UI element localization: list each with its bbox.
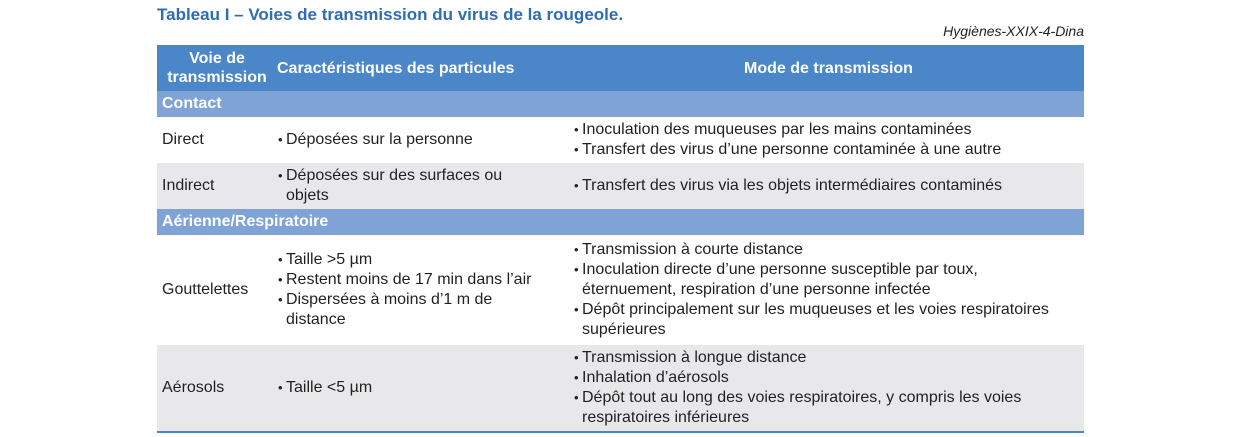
particles-cell bbox=[277, 163, 573, 209]
table-row bbox=[157, 235, 1084, 345]
list-item: • Transfert des virus d’une personne contaminée à une autre bbox=[573, 140, 1084, 160]
header-mode: Mode de transmission bbox=[573, 45, 1084, 91]
category-cell: Gouttelettes bbox=[157, 235, 277, 345]
table-row bbox=[157, 117, 1084, 163]
list-item: • Inoculation directe d’une personne susceptible par toux, éternuement, respiration d’une personne infectée bbox=[573, 260, 1054, 300]
table-title: Tableau I – Voies de transmission du virus de la rougeole. bbox=[157, 5, 624, 24]
list-item: • Inoculation des muqueuses par les mains contaminées bbox=[573, 120, 1084, 140]
list-item: • Transmission à courte distance bbox=[573, 240, 1054, 260]
header-particules: Caractéristiques des particules bbox=[277, 45, 573, 91]
list-item: • Dispersées à moins d’1 m de distance bbox=[277, 290, 553, 330]
section-label: Contact bbox=[157, 91, 1084, 117]
list-item: • Transmission à longue distance bbox=[573, 348, 1064, 368]
list-item: • Déposées sur des surfaces ou objets bbox=[277, 166, 533, 206]
list-item: • Dépôt tout au long des voies respiratoires, y compris les voies respiratoires inférieures bbox=[573, 388, 1064, 428]
particles-cell bbox=[277, 235, 573, 345]
list-item: • Restent moins de 17 min dans l’air bbox=[277, 270, 553, 290]
section-label: Aérienne/Respiratoire bbox=[157, 209, 1084, 235]
category-cell: Indirect bbox=[157, 163, 277, 209]
header-row bbox=[157, 45, 1084, 91]
category-cell: Aérosols bbox=[157, 345, 277, 432]
table-row bbox=[157, 345, 1084, 432]
mode-cell bbox=[573, 163, 1084, 209]
category-cell: Direct bbox=[157, 117, 277, 163]
mode-cell bbox=[573, 345, 1084, 432]
list-item: • Déposées sur la personne bbox=[277, 130, 573, 150]
particles-cell bbox=[277, 345, 573, 432]
mode-cell bbox=[573, 117, 1084, 163]
particles-cell bbox=[277, 117, 573, 163]
section-row-aerienne bbox=[157, 209, 1084, 235]
list-item: • Inhalation d’aérosols bbox=[573, 368, 1064, 388]
transmission-table bbox=[157, 45, 1084, 433]
mode-cell bbox=[573, 235, 1084, 345]
source-credit: Hygiènes-XXIX-4-Dina bbox=[943, 23, 1084, 39]
table-row bbox=[157, 163, 1084, 209]
list-item: • Taille <5 µm bbox=[277, 378, 573, 398]
header-voie: Voie de transmission bbox=[157, 45, 277, 91]
list-item: • Transfert des virus via les objets intermédiaires contaminés bbox=[573, 176, 1084, 196]
list-item: • Dépôt principalement sur les muqueuses et les voies respiratoires supérieures bbox=[573, 300, 1054, 340]
list-item: • Taille >5 µm bbox=[277, 250, 553, 270]
section-row-contact bbox=[157, 91, 1084, 117]
